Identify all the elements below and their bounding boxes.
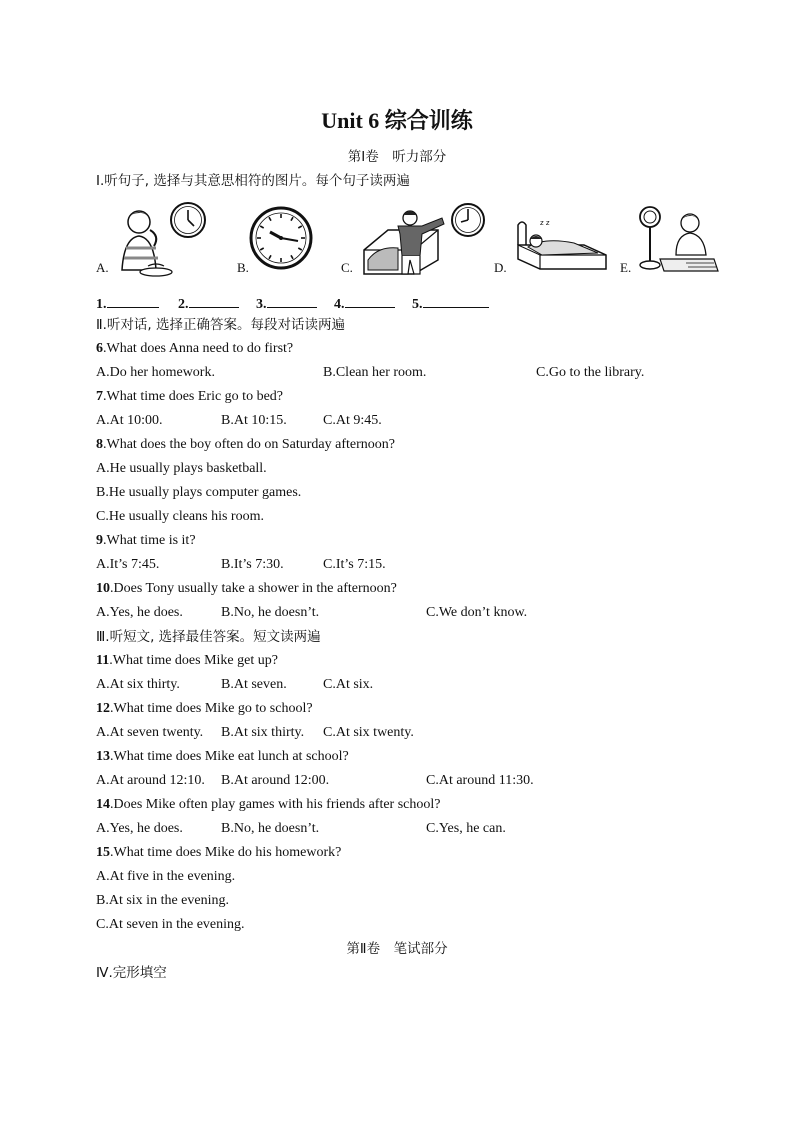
- question-6: [96, 340, 293, 358]
- section3-instruction: Ⅲ.听短文, 选择最佳答案。短文读两遍: [96, 629, 321, 645]
- question-text: .What does the boy often do on Saturday afternoon?: [103, 437, 395, 452]
- answer-label: 1.: [96, 297, 107, 312]
- question-number: 12: [96, 701, 110, 716]
- answer-label: 2.: [178, 297, 189, 312]
- answer-blank[interactable]: [189, 293, 239, 308]
- question-text: .What time is it?: [103, 533, 196, 548]
- option[interactable]: B.At seven.: [221, 677, 287, 692]
- question-text: .What time does Mike get up?: [109, 653, 278, 668]
- answer-label: 5.: [412, 297, 423, 312]
- answer-blanks-row: [96, 293, 489, 314]
- option[interactable]: C.It’s 7:15.: [323, 557, 386, 572]
- question-text: .What does Anna need to do first?: [103, 341, 294, 356]
- option[interactable]: B.At around 12:00.: [221, 773, 330, 788]
- answer-blank[interactable]: [345, 293, 395, 308]
- question-13: [96, 748, 349, 766]
- question-14: [96, 796, 440, 814]
- option[interactable]: B.Clean her room.: [323, 365, 427, 380]
- boy-dressing-by-bed-icon: [358, 200, 486, 278]
- option[interactable]: C.He usually cleans his room.: [96, 509, 264, 524]
- question-11: [96, 652, 278, 670]
- option[interactable]: B.At six thirty.: [221, 725, 305, 740]
- option[interactable]: B.At 10:15.: [221, 413, 287, 428]
- boy-eating-breakfast-icon: [112, 200, 212, 278]
- option[interactable]: A.It’s 7:45.: [96, 557, 160, 572]
- option[interactable]: C.Yes, he can.: [426, 821, 506, 836]
- option[interactable]: A.Yes, he does.: [96, 821, 183, 836]
- question-number: 6: [96, 341, 103, 356]
- wall-clock-icon: [248, 205, 314, 271]
- question-7: [96, 388, 283, 406]
- question-9: [96, 532, 196, 550]
- svg-text:z z: z z: [540, 219, 550, 227]
- question-number: 9: [96, 533, 103, 548]
- question-12: [96, 700, 313, 718]
- option[interactable]: A.At seven twenty.: [96, 725, 204, 740]
- section4-instruction: Ⅳ.完形填空: [96, 965, 167, 981]
- section2-instruction: Ⅱ.听对话, 选择正确答案。每段对话读两遍: [96, 317, 346, 333]
- option[interactable]: B.He usually plays computer games.: [96, 485, 302, 500]
- option[interactable]: A.Do her homework.: [96, 365, 215, 380]
- answer-label: 4.: [334, 297, 345, 312]
- section1-instruction: Ⅰ.听句子, 选择与其意思相符的图片。每个句子读两遍: [96, 173, 410, 189]
- option[interactable]: C.At six.: [323, 677, 374, 692]
- answer-blank[interactable]: [107, 293, 159, 308]
- option[interactable]: A.Yes, he does.: [96, 605, 183, 620]
- picture-label-c: C.: [341, 260, 353, 275]
- question-text: .Does Tony usually take a shower in the afternoon?: [110, 581, 397, 596]
- part2-heading: 第Ⅱ卷 笔试部分: [346, 941, 448, 957]
- option[interactable]: C.At around 11:30.: [426, 773, 534, 788]
- option[interactable]: A.At six thirty.: [96, 677, 180, 692]
- option[interactable]: C.At seven in the evening.: [96, 917, 245, 932]
- option[interactable]: A.At 10:00.: [96, 413, 163, 428]
- answer-blank[interactable]: [267, 293, 317, 308]
- answer-blank[interactable]: [423, 293, 489, 308]
- part1-heading: 第Ⅰ卷 听力部分: [347, 149, 447, 165]
- question-number: 14: [96, 797, 110, 812]
- question-text: .What time does Eric go to bed?: [103, 389, 283, 404]
- option[interactable]: C.At 9:45.: [323, 413, 382, 428]
- boy-doing-homework-icon: [634, 205, 720, 275]
- option[interactable]: A.At five in the evening.: [96, 869, 236, 884]
- question-text: .What time does Mike go to school?: [110, 701, 313, 716]
- option[interactable]: C.We don’t know.: [426, 605, 528, 620]
- question-number: 7: [96, 389, 103, 404]
- question-text: .What time does Mike eat lunch at school?: [110, 749, 349, 764]
- question-8: [96, 436, 395, 454]
- question-15: [96, 844, 341, 862]
- question-text: .What time does Mike do his homework?: [110, 845, 342, 860]
- question-10: [96, 580, 397, 598]
- option[interactable]: C.Go to the library.: [536, 365, 645, 380]
- person-sleeping-in-bed-icon: [514, 215, 612, 275]
- option[interactable]: B.It’s 7:30.: [221, 557, 284, 572]
- picture-label-b: B.: [237, 260, 249, 275]
- question-number: 15: [96, 845, 110, 860]
- picture-label-a: A.: [96, 260, 109, 275]
- question-number: 8: [96, 437, 103, 452]
- option[interactable]: A.At around 12:10.: [96, 773, 205, 788]
- picture-label-d: D.: [494, 260, 507, 275]
- question-number: 13: [96, 749, 110, 764]
- question-number: 11: [96, 653, 110, 668]
- option[interactable]: B.No, he doesn’t.: [221, 605, 320, 620]
- page-title: Unit 6 综合训练: [321, 108, 473, 133]
- picture-label-e: E.: [620, 260, 632, 275]
- question-text: .Does Mike often play games with his friends after school?: [110, 797, 441, 812]
- answer-label: 3.: [256, 297, 267, 312]
- option[interactable]: B.At six in the evening.: [96, 893, 229, 908]
- option[interactable]: A.He usually plays basketball.: [96, 461, 267, 476]
- question-number: 10: [96, 581, 110, 596]
- option[interactable]: C.At six twenty.: [323, 725, 414, 740]
- option[interactable]: B.No, he doesn’t.: [221, 821, 320, 836]
